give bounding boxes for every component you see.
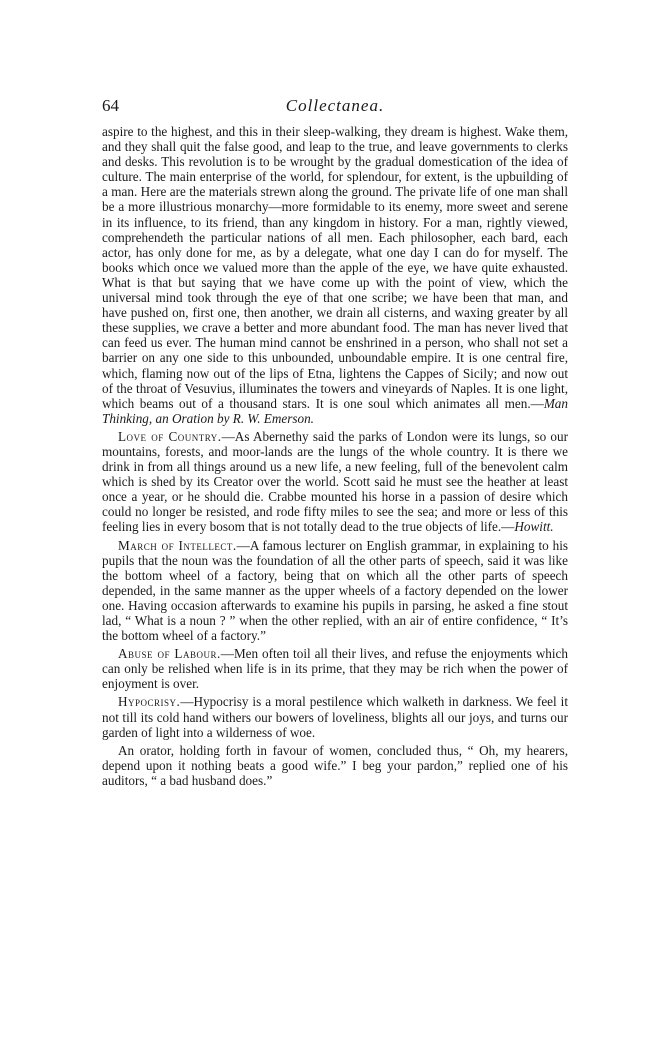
section-heading: Love of Country. xyxy=(118,428,222,444)
paragraph-text: —Hypocrisy is a moral pestilence which walketh in darkness. We feel it not till its cold hand withers our bowers of loveliness, blights all our joys, and turns our garden of light into a wilderness of woe. xyxy=(102,694,568,740)
paragraph-text: —As Abernethy said the parks of London were its lungs, so our mountains, forests, and moor-lands are the lungs of the whole country. It is there we drink in from all things around us a new life, a new feeling, full of the benevolent calm which is shed by its Creator over the world. Scott said he must see the heather at least once a year, or he should die. Crabbe mounted his horse in a passion of desire which could no longer be resisted, and rode fifty miles to see the sea; and more or less of this feeling lies in every bosom that is not totally dead to the true objects of life.— xyxy=(102,428,569,535)
section-heading: Hypocrisy. xyxy=(118,694,181,710)
paragraph-abuse-of-labour xyxy=(102,646,568,691)
paragraph-text: aspire to the highest, and this in their sleep-walking, they dream is highest. Wake them, and they shall quit the false good, and leap to the true, and leave governments to clerks and desks. This revolution is to be wrought by the gradual domestication of the idea of culture. The main enterprise of the world, for splendour, for extent, is the upbuilding of a man. Here are the materials strewn along the ground. The private life of one man shall be a more illustrious monarchy—more formidable to its enemy, more sweet and serene in its influence, to its friend, than any kingdom in history. For a man, rightly viewed, comprehendeth the particular nations of all men. Each philosopher, each bard, each actor, has only done for me, as by a delegate, what one day I can do for myself. The books which once we valued more than the apple of the eye, we have quite exhausted. What is that but saying that we have come up with the point of view, which the universal mind took through the eye of that one scribe; we have been that man, and have pushed on, first one, then another, we drain all cisterns, and waxing greater by all these supplies, we crave a better and more abundant food. The man has never lived that can feed us ever. The human mind cannot be enshrined in a person, who shall not set a barrier on any one side to this unbounded, unboundable empire. It is one central fire, which, flaming now out of the lips of Etna, lightens the Cappes of Sicily; and now out of the throat of Vesuvius, illuminates the towers and vineyards of Naples. It is one light, which beams out of a thousand stars. It is one soul which animates all men.— xyxy=(102,124,568,411)
paragraph-emerson xyxy=(102,124,568,426)
paragraph-text: —Men often toil all their lives, and refuse the enjoyments which can only be relished when life is in its prime, that they may be rich when the power of enjoyment is over. xyxy=(102,646,568,692)
book-page xyxy=(102,96,568,791)
page-number: 64 xyxy=(102,96,119,115)
paragraph-attribution: Man Thinking, an Oration by R. W. Emerson. xyxy=(102,395,568,426)
section-heading: Abuse of Labour. xyxy=(118,646,221,662)
paragraph-attribution: Howitt. xyxy=(514,519,554,535)
paragraph-love-of-country xyxy=(102,429,568,535)
paragraph-text: An orator, holding forth in favour of women, concluded thus, “ Oh, my hearers, depend upon it nothing beats a good wife.” I beg your pardon,” replied one of his auditors, “ a bad husband does.” xyxy=(102,742,568,788)
page-body xyxy=(102,124,568,788)
paragraph-march-of-intellect xyxy=(102,538,568,644)
paragraph-hypocrisy xyxy=(102,694,568,739)
paragraph-text: —A famous lecturer on English grammar, in explaining to his pupils that the noun was the foundation of all the other parts of speech, said it was like the bottom wheel of a factory, being that on which all the other parts of speech depended, in the same manner as the upper wheels of a factory depended on the lower one. Having occasion afterwards to examine his pupils in parsing, he asked a fine stout lad, “ What is a noun ? ” when the other replied, with an air of entire confidence, “ It’s the bottom wheel of a factory.” xyxy=(102,537,568,644)
page-header xyxy=(102,96,568,124)
paragraph-orator-anecdote xyxy=(102,743,568,788)
section-heading: March of Intellect. xyxy=(118,537,237,553)
running-title: Collectanea. xyxy=(285,96,385,115)
